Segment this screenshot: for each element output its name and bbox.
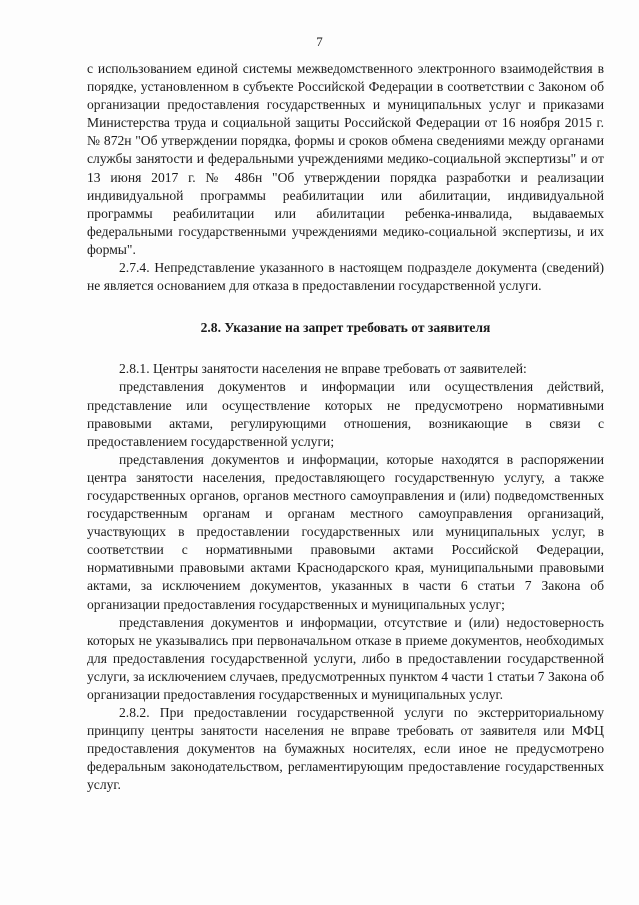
- paragraph-2-8-1: 2.8.1. Центры занятости населения не вправе требовать от заявителей:: [119, 361, 527, 377]
- paragraph-list-item-3: представления документов и информации, отсутствие и (или) недостоверность которых не указывались при первоначальном отказе в приеме документов, необходимых для предоставления государственной услуги, либо в предоставлении государственной услуги, за исключением случаев, предусмотренных пунктом 4 части 1 статьи 7 Закона об организации предоставления государственных и муниципальных услуг.: [87, 614, 604, 702]
- paragraph-continuation: с использованием единой системы межведомственного электронного взаимодействия в порядке, установленном в субъекте Российской Федерации в соответствии с Законом об организации предоставления государственных и муниципальных услуг и приказами Министерства труда и социальной защиты Российской Федерации от 16 ноября 2015 г. № 872н "Об утверждении порядка, формы и сроков обмена сведениями между органами службы занятости и федеральными учреждениями медико-социальной экспертизы" и от 13 июня 2017 г. № 486н "Об утверждении порядка разработки и реализации индивидуальной программы реабилитации или абилитации, индивидуальной программы реабилитации или абилитации ребенка-инвалида, выдаваемых федеральными государственными учреждениями медико-социальной экспертизы, и их формы".: [87, 61, 604, 257]
- paragraph-2-7-4: 2.7.4. Непредставление указанного в настоящем подразделе документа (сведений) не является основанием для отказа в предоставлении государственной услуги.: [87, 260, 604, 294]
- paragraph-list-item-1: представления документов и информации или осуществления действий, представление или осуществление которых не предусмотрено нормативными правовыми актами, регулирующими отношения, возникающие в связи с предоставлением государственной услуги;: [87, 379, 604, 449]
- page-number: 7: [316, 34, 323, 49]
- paragraph-list-item-2: представления документов и информации, которые находятся в распоряжении центра занятости населения, предоставляющего государственную услугу, а также государственных органов, органов местного самоуправления и (или) подведомственных государственным органам и органам местного самоуправления организаций, участвующих в предоставлении государственных или муниципальных услуг, в соответствии с нормативными правовыми актами Российской Федерации, нормативными правовыми актами Краснодарского края, муниципальными правовыми актами, за исключением документов, указанных в части 6 статьи 7 Закона об организации предоставления государственных и муниципальных услуг;: [87, 451, 604, 612]
- document-body: [87, 60, 604, 795]
- paragraph-2-8-2: 2.8.2. При предоставлении государственной услуги по экстерриториальному принципу центры занятости населения не вправе требовать от заявителя или МФЦ предоставления документов на бумажных носителях, если иное не предусмотрено федеральным законодательством, регламентирующим предоставление государственных услуг.: [87, 705, 604, 793]
- section-title-2-8: 2.8. Указание на запрет требовать от заявителя: [200, 320, 491, 336]
